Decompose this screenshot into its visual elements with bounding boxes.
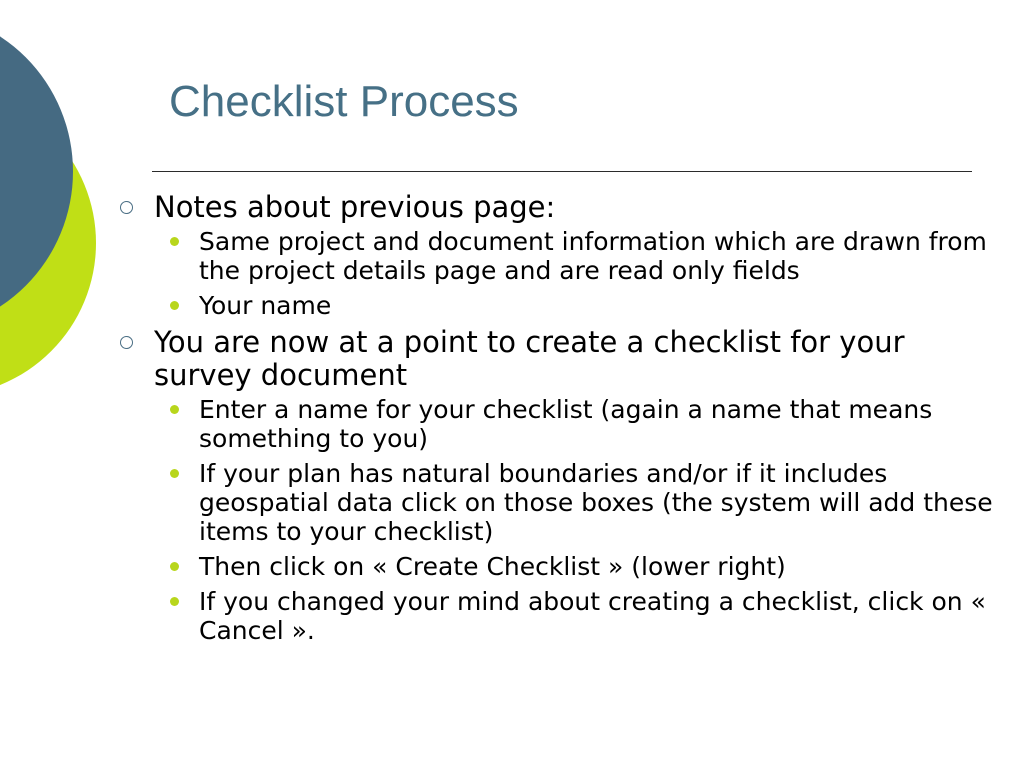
sub-bullet-item (154, 291, 1004, 320)
bullet-item-1 (114, 191, 1004, 320)
sub-bullet-text: If your plan has natural boundaries and/or if it includes geospatial data click on those boxes (the system will add these items to your checklist) (199, 459, 993, 546)
green-dot-bullet-icon (170, 301, 179, 310)
sub-bullet-text: Your name (199, 291, 332, 320)
green-dot-bullet-icon (170, 562, 179, 571)
green-dot-bullet-icon (170, 405, 179, 414)
sub-bullet-item (154, 227, 1004, 285)
sub-bullet-text: Enter a name for your checklist (again a name that means something to you) (199, 395, 933, 453)
bullet-list (114, 185, 1004, 651)
green-dot-bullet-icon (170, 597, 179, 606)
sub-bullet-list (154, 227, 1004, 320)
sub-bullet-item (154, 459, 1004, 546)
sub-bullet-text: Same project and document information which are drawn from the project details page and are read only fields (199, 227, 987, 285)
sub-bullet-text: Then click on « Create Checklist » (lower right) (199, 552, 786, 581)
green-dot-bullet-icon (170, 237, 179, 246)
bullet-item-2 (114, 326, 1004, 645)
bullet-text: You are now at a point to create a checklist for your survey document (154, 325, 905, 392)
sub-bullet-item (154, 552, 1004, 581)
hollow-circle-bullet-icon (120, 201, 133, 214)
green-dot-bullet-icon (170, 469, 179, 478)
sub-bullet-item (154, 587, 1004, 645)
hollow-circle-bullet-icon (120, 336, 133, 349)
slide-title: Checklist Process (169, 77, 519, 126)
title-divider (152, 171, 972, 172)
sub-bullet-text: If you changed your mind about creating a checklist, click on « Cancel ». (199, 587, 986, 645)
sub-bullet-list (154, 395, 1004, 645)
bullet-text: Notes about previous page: (154, 190, 556, 224)
sub-bullet-item (154, 395, 1004, 453)
